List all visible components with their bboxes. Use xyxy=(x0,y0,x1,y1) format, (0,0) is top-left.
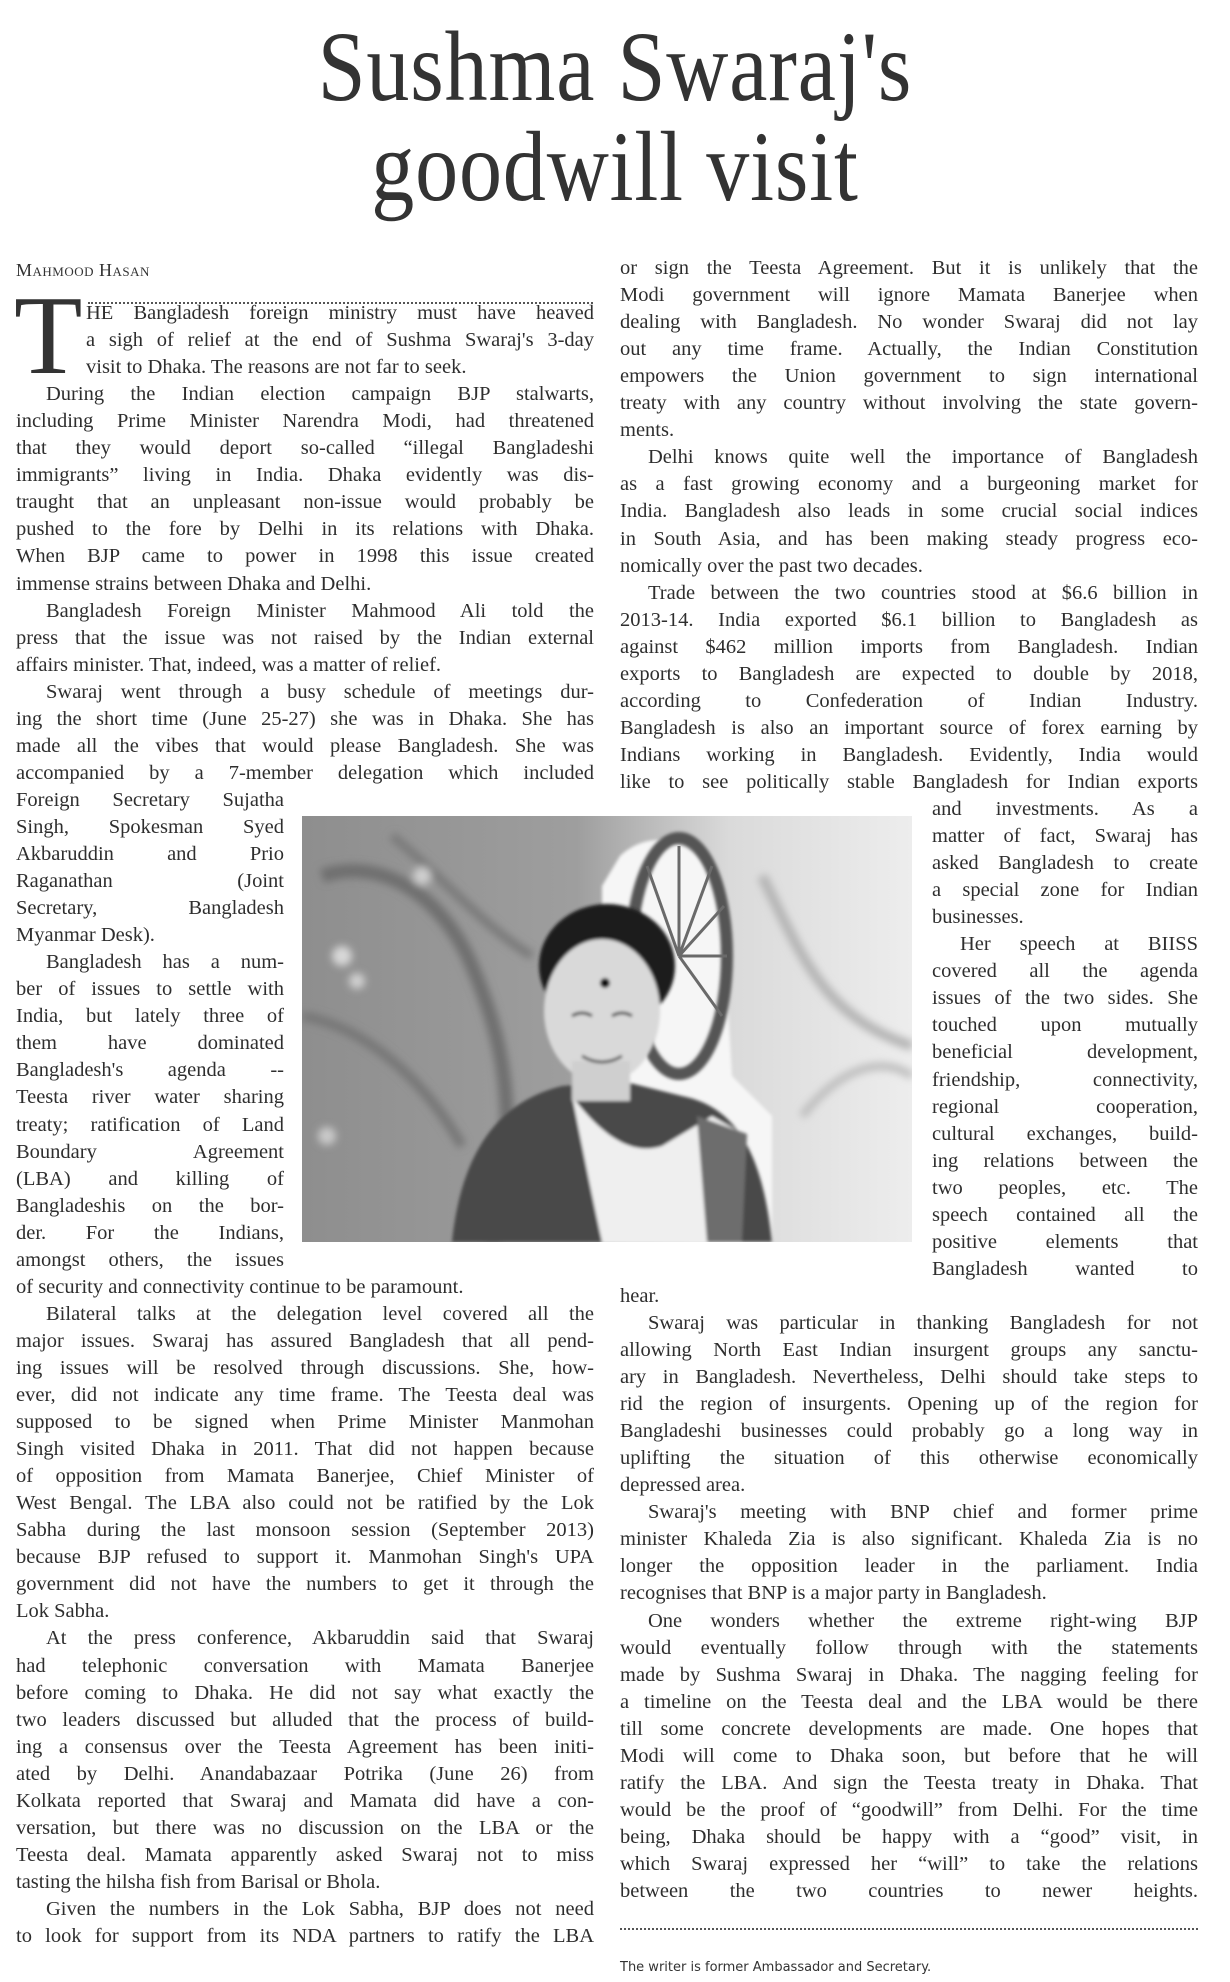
text-line: of security and connectivity continue to be paramount. xyxy=(16,1275,464,1298)
portrait-image xyxy=(302,816,912,1242)
text-line: Swaraj went through a busy schedule of meetings dur- xyxy=(46,680,594,703)
headline-line-2: goodwill visit xyxy=(371,111,859,222)
text-line: treaty; ratification of Land xyxy=(16,1113,284,1136)
text-line: ing relations between the xyxy=(932,1149,1198,1172)
text-line: At the press conference, Akbaruddin said that Swaraj xyxy=(46,1627,594,1650)
text-line: longer the opposition leader in the parliament. India xyxy=(620,1555,1198,1578)
text-line: Bangladesh has a num- xyxy=(46,951,284,974)
text-line: Kolkata reported that Swaraj and Mamata did have a con- xyxy=(16,1789,594,1812)
text-line: 2013-14. India exported $6.1 billion to Bangladesh as xyxy=(620,608,1198,631)
headline-line-1: Sushma Swaraj's xyxy=(317,11,913,122)
text-line: ated by Delhi. Anandabazaar Potrika (June 26) from xyxy=(16,1762,594,1785)
text-line: Raganathan (Joint xyxy=(16,870,284,893)
text-line: in South Asia, and has been making steady progress eco- xyxy=(620,527,1198,550)
text-line: versation, but there was no discussion on the LBA or the xyxy=(16,1816,594,1839)
text-line: between the two countries to newer heights. xyxy=(620,1880,1198,1902)
text-line: which Swaraj expressed her “will” to take the relations xyxy=(620,1852,1198,1875)
text-line: allowing North East Indian insurgent groups any sanctu- xyxy=(620,1339,1198,1361)
text-line: empowers the Union government to sign international xyxy=(620,365,1198,388)
text-line: two leaders discussed but alluded that the process of build- xyxy=(16,1708,594,1731)
text-line: Boundary Agreement xyxy=(16,1140,284,1163)
text-line: to look for support from its NDA partners to ratify the LBA xyxy=(16,1925,594,1947)
text-line: had telephonic conversation with Mamata Banerjee xyxy=(16,1654,594,1677)
text-line: before coming to Dhaka. He did not say what exactly the xyxy=(16,1681,594,1704)
text-line: Swaraj was particular in thanking Bangladesh for not xyxy=(648,1311,1198,1334)
text-line: ing the short time (June 25-27) she was in Dhaka. She has xyxy=(16,707,594,730)
text-line: immense strains between Dhaka and Delhi. xyxy=(16,572,372,595)
text-line: businesses. xyxy=(932,906,1024,929)
text-line: made all the vibes that would please Bangladesh. She was xyxy=(16,734,594,757)
text-line: ratify the LBA. And sign the Teesta treaty in Dhaka. That xyxy=(620,1771,1198,1794)
text-line: Bangladesh's agenda -- xyxy=(16,1059,284,1082)
text-line: exports to Bangladesh are expected to double by 2018, xyxy=(620,662,1198,685)
text-line: ing a consensus over the Teesta Agreement has been initi- xyxy=(16,1735,594,1758)
text-line: Swaraj's meeting with BNP chief and former prime xyxy=(648,1501,1198,1524)
text-line: Teesta deal. Mamata apparently asked Swaraj not to miss xyxy=(16,1843,594,1866)
text-line: Akbaruddin and Prio xyxy=(16,843,284,865)
text-line: Her speech at BIISS xyxy=(960,933,1198,956)
text-line: One wonders whether the extreme right-wing BJP xyxy=(648,1609,1198,1632)
text-line: Delhi knows quite well the importance of Bangladesh xyxy=(648,446,1198,469)
text-line: cultural exchanges, build- xyxy=(932,1122,1198,1145)
text-line: touched upon mutually xyxy=(932,1014,1198,1037)
text-line: recognises that BNP is a major party in Bangladesh. xyxy=(620,1582,1047,1605)
text-line: would eventually follow through with the statements xyxy=(620,1636,1198,1659)
text-line: Singh visited Dhaka in 2011. That did not happen because xyxy=(16,1438,594,1461)
text-line: asked Bangladesh to create xyxy=(932,852,1198,875)
text-line: covered all the agenda xyxy=(932,960,1198,983)
text-line: matter of fact, Swaraj has xyxy=(932,825,1198,848)
text-line: of opposition from Mamata Banerjee, Chief Minister of xyxy=(16,1465,594,1488)
text-line: der. For the Indians, xyxy=(16,1221,284,1244)
text-line: ments. xyxy=(620,419,675,442)
text-line: Lok Sabha. xyxy=(16,1600,110,1623)
text-line: Sabha during the last monsoon session (September 2013) xyxy=(16,1519,594,1542)
text-line: issues of the two sides. She xyxy=(932,987,1198,1010)
text-line: because BJP refused to support it. Manmohan Singh's UPA xyxy=(16,1546,594,1569)
text-line: and investments. As a xyxy=(932,798,1198,820)
text-line: or sign the Teesta Agreement. But it is unlikely that the xyxy=(620,257,1198,279)
text-line: uplifting the situation of this otherwise economically xyxy=(620,1447,1198,1470)
text-line: government did not have the numbers to get it through the xyxy=(16,1573,594,1596)
text-line: treaty with any country without involving the state govern- xyxy=(620,392,1198,415)
text-line: minister Khaleda Zia is also significant. Khaleda Zia is no xyxy=(620,1528,1198,1551)
text-line: pushed to the fore by Delhi in its relations with Dhaka. xyxy=(16,518,594,541)
text-line: a sigh of relief at the end of Sushma Swaraj's 3-day xyxy=(86,329,594,352)
text-line: India, but lately three of xyxy=(16,1005,284,1028)
text-line: till some concrete developments are made. One hopes that xyxy=(620,1717,1198,1740)
text-line: Trade between the two countries stood at $6.6 billion in xyxy=(648,581,1198,604)
text-line: out any time frame. Actually, the Indian Constitution xyxy=(620,338,1198,361)
text-line: West Bengal. The LBA also could not be ratified by the Lok xyxy=(16,1492,594,1515)
text-line: Modi will come to Dhaka soon, but before that he will xyxy=(620,1744,1198,1767)
text-line: Bangladesh Foreign Minister Mahmood Ali told the xyxy=(46,599,594,622)
text-line: HE Bangladesh foreign ministry must have heaved xyxy=(86,302,594,324)
text-line: traught that an unpleasant non-issue would probably be xyxy=(16,491,594,514)
text-line: When BJP came to power in 1998 this issue created xyxy=(16,545,594,568)
text-line: Foreign Secretary Sujatha xyxy=(16,788,284,811)
text-line: Teesta river water sharing xyxy=(16,1086,284,1109)
text-line: like to see politically stable Bangladesh for Indian exports xyxy=(620,770,1198,793)
text-line: them have dominated xyxy=(16,1032,284,1055)
author-note: The writer is former Ambassador and Secretary. xyxy=(620,1960,932,1975)
text-line: Singh, Spokesman Syed xyxy=(16,815,284,838)
text-line: beneficial development, xyxy=(932,1041,1198,1064)
bottom-dotted-rule xyxy=(620,1928,1198,1930)
text-line: ing issues will be resolved through discussions. She, how- xyxy=(16,1356,594,1379)
text-line: Secretary, Bangladesh xyxy=(16,897,284,920)
text-line: made by Sushma Swaraj in Dhaka. The nagging feeling for xyxy=(620,1663,1198,1686)
text-line: (LBA) and killing of xyxy=(16,1167,284,1190)
text-line: India. Bangladesh also leads in some crucial social indices xyxy=(620,500,1198,523)
text-line: as a fast growing economy and a burgeoning market for xyxy=(620,473,1198,496)
text-line: Modi government will ignore Mamata Banerjee when xyxy=(620,284,1198,307)
text-line: including Prime Minister Narendra Modi, had threatened xyxy=(16,410,594,433)
text-line: a timeline on the Teesta deal and the LBA would be there xyxy=(620,1690,1198,1713)
text-line: positive elements that xyxy=(932,1230,1198,1253)
text-line: Given the numbers in the Lok Sabha, BJP does not need xyxy=(46,1897,594,1920)
text-line: rid the region of insurgents. Opening up of the region for xyxy=(620,1393,1198,1416)
text-line: During the Indian election campaign BJP stalwarts, xyxy=(46,383,594,406)
text-line: ber of issues to settle with xyxy=(16,978,284,1001)
text-line: nomically over the past two decades. xyxy=(620,554,923,577)
text-line: friendship, connectivity, xyxy=(932,1068,1198,1091)
text-line: a special zone for Indian xyxy=(932,879,1198,902)
text-line: speech contained all the xyxy=(932,1203,1198,1226)
text-line: major issues. Swaraj has assured Bangladesh that all pend- xyxy=(16,1329,594,1352)
text-line: Bangladeshis on the bor- xyxy=(16,1194,284,1217)
text-line: being, Dhaka should be happy with a “good” visit, in xyxy=(620,1825,1198,1848)
text-line: tasting the hilsha fish from Barisal or Bhola. xyxy=(16,1870,381,1893)
text-line: Bangladesh is also an important source of forex earning by xyxy=(620,716,1198,739)
text-line: visit to Dhaka. The reasons are not far to seek. xyxy=(86,356,467,379)
text-line: ary in Bangladesh. Nevertheless, Delhi should take steps to xyxy=(620,1366,1198,1389)
text-line: would be the proof of “goodwill” from Delhi. For the time xyxy=(620,1798,1198,1821)
text-line: dealing with Bangladesh. No wonder Swaraj did not lay xyxy=(620,311,1198,334)
text-line: Bangladeshi businesses could probably go a long way in xyxy=(620,1420,1198,1443)
text-line: Indians working in Bangladesh. Evidently, India would xyxy=(620,743,1198,766)
text-line: Bilateral talks at the delegation level covered all the xyxy=(46,1302,594,1325)
text-line: that they would deport so-called “illegal Bangladeshi xyxy=(16,437,594,460)
text-line: accompanied by a 7-member delegation which included xyxy=(16,761,594,784)
text-line: ever, did not indicate any time frame. The Teesta deal was xyxy=(16,1384,594,1406)
text-line: press that the issue was not raised by the Indian external xyxy=(16,626,594,649)
byline: Mahmood Hasan xyxy=(16,260,150,280)
text-line: hear. xyxy=(620,1284,660,1307)
text-line: amongst others, the issues xyxy=(16,1248,284,1271)
article-photo xyxy=(302,816,912,1242)
text-line: regional cooperation, xyxy=(932,1095,1198,1118)
text-line: immigrants” living in India. Dhaka evidently was dis- xyxy=(16,464,594,487)
text-line: two peoples, etc. The xyxy=(932,1176,1198,1199)
text-line: supposed to be signed when Prime Minister Manmohan xyxy=(16,1411,594,1434)
text-line: Bangladesh wanted to xyxy=(932,1257,1198,1280)
text-line: depressed area. xyxy=(620,1474,746,1497)
text-line: affairs minister. That, indeed, was a matter of relief. xyxy=(16,653,442,676)
text-line: according to Confederation of Indian Industry. xyxy=(620,689,1198,712)
drop-cap: T xyxy=(14,274,83,398)
text-line: against $462 million imports from Bangladesh. Indian xyxy=(620,635,1198,658)
text-line: Myanmar Desk). xyxy=(16,924,155,947)
